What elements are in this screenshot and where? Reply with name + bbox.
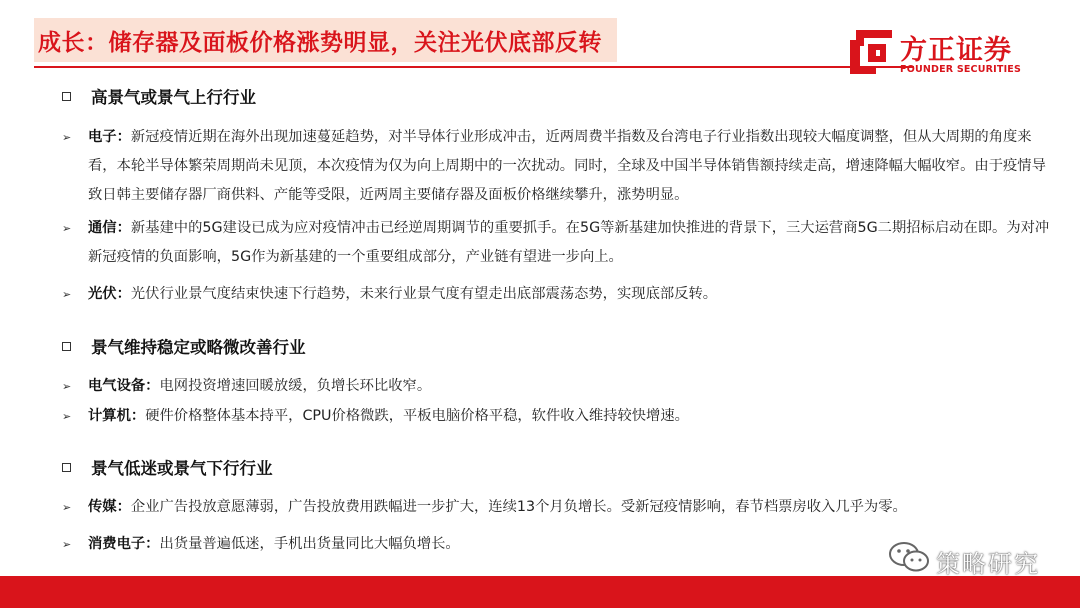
- list-item-electrical-equipment: [62, 372, 1052, 401]
- brand-logo: [850, 28, 1050, 78]
- list-item-media: [62, 493, 1052, 522]
- header-divider: [34, 66, 914, 68]
- square-bullet-icon: [62, 342, 71, 351]
- item-label: 计算机：: [88, 408, 146, 424]
- arrow-bullet-icon: ➢: [62, 222, 72, 235]
- page-title: 成长：储存器及面板价格涨势明显，关注光伏底部反转: [38, 30, 602, 56]
- square-bullet-icon: [62, 92, 71, 101]
- brand-name-en: FOUNDER SECURITIES: [900, 64, 1022, 75]
- arrow-bullet-icon: ➢: [62, 410, 72, 423]
- item-text: 电网投资增速回暖放缓，负增长环比收窄。: [159, 378, 432, 394]
- arrow-bullet-icon: ➢: [62, 380, 72, 393]
- item-text: 企业广告投放意愿薄弱，广告投放费用跌幅进一步扩大，连续13个月负增长。受新冠疫情影响，春节档票房收入几乎为零。: [130, 499, 907, 515]
- watermark-text: 策略研究: [936, 550, 1040, 578]
- list-item-computer: [62, 402, 1052, 431]
- list-item-telecom: [62, 214, 1052, 272]
- arrow-bullet-icon: ➢: [62, 538, 72, 551]
- footer-bar: [0, 576, 1080, 608]
- arrow-bullet-icon: ➢: [62, 288, 72, 301]
- founder-logo-icon: [850, 30, 892, 74]
- item-text: 光伏行业景气度结束快速下行趋势，未来行业景气度有望走出底部震荡态势，实现底部反转。: [130, 286, 718, 302]
- section-heading-2: 景气维持稳定或略微改善行业: [62, 334, 306, 358]
- item-text: 硬件价格整体基本持平，CPU价格微跌，平板电脑价格平稳，软件收入维持较快增速。: [145, 408, 689, 424]
- item-text: 出货量普遍低迷，手机出货量同比大幅负增长。: [159, 536, 460, 552]
- arrow-bullet-icon: ➢: [62, 501, 72, 514]
- item-label: 传媒：: [88, 499, 131, 515]
- item-label: 消费电子：: [88, 536, 160, 552]
- wechat-icon: [888, 540, 932, 576]
- arrow-bullet-icon: ➢: [62, 131, 72, 144]
- list-item-photovoltaic: [62, 280, 1052, 309]
- item-label: 光伏：: [88, 286, 131, 302]
- item-text: 新基建中的5G建设已成为应对疫情冲击已经逆周期调节的重要抓手。在5G等新基建加快推进的背景下，三大运营商5G二期招标启动在即。为对冲新冠疫情的负面影响，5G作为新基建的一个重要组成部分，产业链有望进一步向上。: [88, 220, 1050, 265]
- section-heading-3: 景气低迷或景气下行行业: [62, 455, 273, 479]
- item-text: 新冠疫情近期在海外出现加速蔓延趋势，对半导体行业形成冲击，近两周费半指数及台湾电子行业指数出现较大幅度调整，但从大周期的角度来看，本轮半导体繁荣周期尚未见顶，本次疫情为仅为向上周期中的一次扰动。同时，全球及中国半导体销售额持续走高，增速降幅大幅收窄。由于疫情导致日韩主要储存器厂商供料、产能等受限，近两周主要储存器及面板价格继续攀升，涨势明显。: [88, 129, 1046, 203]
- item-label: 通信：: [88, 220, 131, 236]
- section-heading-1: 高景气或景气上行行业: [62, 84, 256, 108]
- item-label: 电气设备：: [88, 378, 160, 394]
- list-item-electronics: [62, 123, 1052, 210]
- brand-name-cn: 方正证券: [900, 35, 1012, 66]
- square-bullet-icon: [62, 463, 71, 472]
- item-label: 电子：: [88, 129, 131, 145]
